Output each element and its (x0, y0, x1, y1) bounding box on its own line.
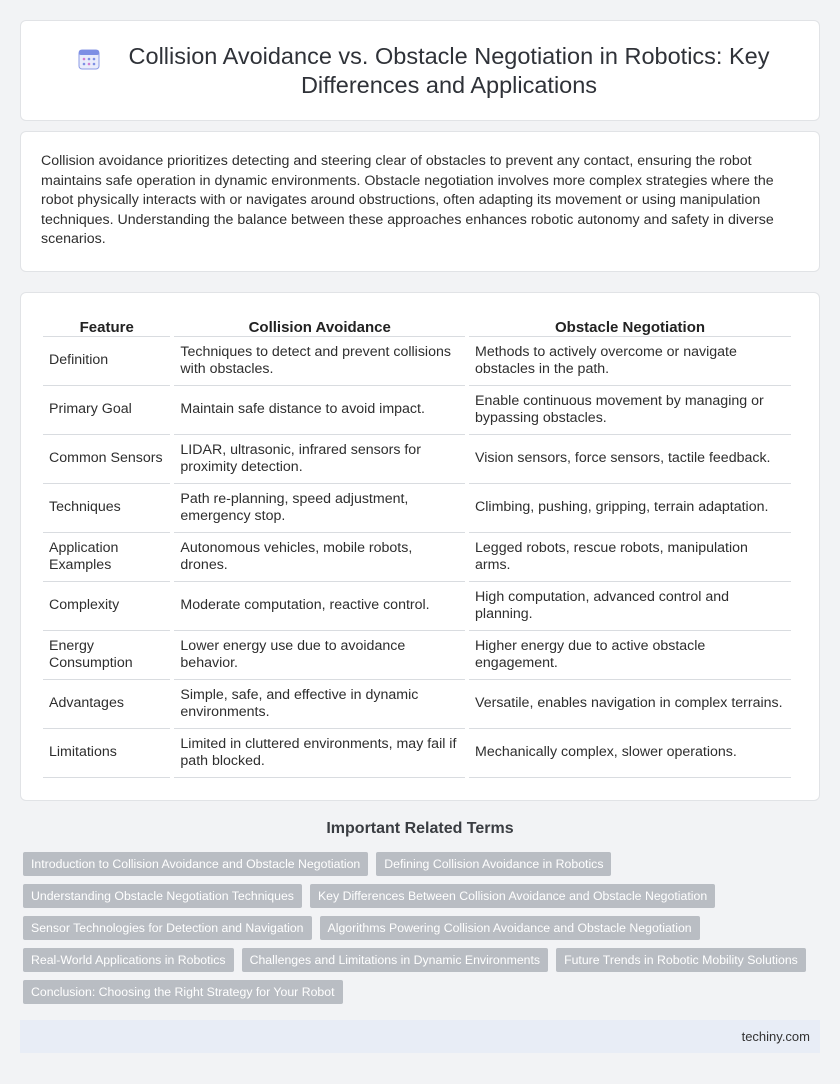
feature-cell: Techniques (43, 484, 170, 533)
column-header: Obstacle Negotiation (469, 315, 791, 337)
feature-cell: Application Examples (43, 533, 170, 582)
feature-cell: Definition (43, 337, 170, 386)
feature-cell: Advantages (43, 680, 170, 729)
related-term-tag[interactable]: Key Differences Between Collision Avoidance and Obstacle Negotiation (310, 884, 715, 908)
collision-avoidance-cell: Lower energy use due to avoidance behavior. (174, 631, 465, 680)
collision-avoidance-cell: LIDAR, ultrasonic, infrared sensors for proximity detection. (174, 435, 465, 484)
feature-cell: Energy Consumption (43, 631, 170, 680)
table-row (43, 631, 791, 680)
obstacle-negotiation-cell: Methods to actively overcome or navigate obstacles in the path. (469, 337, 791, 386)
obstacle-negotiation-cell: Legged robots, rescue robots, manipulation arms. (469, 533, 791, 582)
collision-avoidance-cell: Maintain safe distance to avoid impact. (174, 386, 465, 435)
comparison-table-card (20, 292, 820, 801)
table-header-row (43, 315, 791, 337)
obstacle-negotiation-cell: Mechanically complex, slower operations. (469, 729, 791, 778)
table-row (43, 337, 791, 386)
obstacle-negotiation-cell: Higher energy due to active obstacle engagement. (469, 631, 791, 680)
table-row (43, 729, 791, 778)
table-row (43, 484, 791, 533)
obstacle-negotiation-cell: Versatile, enables navigation in complex terrains. (469, 680, 791, 729)
tag-row (23, 980, 803, 1004)
footer (20, 1020, 820, 1053)
column-header: Feature (43, 315, 170, 337)
related-term-tag[interactable]: Real-World Applications in Robotics (23, 948, 234, 972)
related-terms-heading: Important Related Terms (326, 820, 514, 837)
related-term-tag[interactable]: Introduction to Collision Avoidance and Obstacle Negotiation (23, 852, 368, 876)
feature-cell: Common Sensors (43, 435, 170, 484)
table-row (43, 533, 791, 582)
intro-paragraph: Collision avoidance prioritizes detecting and steering clear of obstacles to prevent any contact, ensuring the robot maintains safe operation in dynamic environments. Obstacle negotiation involves more complex strategies where the robot physically interacts with or navigates around obstructions, often adapting its movement or using manipulation techniques. Understanding the balance between these approaches enhances robotic autonomy and safety in diverse scenarios. (41, 153, 774, 248)
collision-avoidance-cell: Techniques to detect and prevent collisions with obstacles. (174, 337, 465, 386)
column-header: Collision Avoidance (174, 315, 465, 337)
tag-row (23, 948, 803, 972)
feature-cell: Limitations (43, 729, 170, 778)
related-term-tag[interactable]: Future Trends in Robotic Mobility Solutions (556, 948, 806, 972)
table-row (43, 582, 791, 631)
collision-avoidance-cell: Autonomous vehicles, mobile robots, drones. (174, 533, 465, 582)
page-title: Collision Avoidance vs. Obstacle Negotiation in Robotics: Key Differences and Applications (128, 42, 770, 98)
collision-avoidance-cell: Path re-planning, speed adjustment, emergency stop. (174, 484, 465, 533)
related-term-tag[interactable]: Sensor Technologies for Detection and Navigation (23, 916, 312, 940)
tag-row (23, 916, 803, 940)
collision-avoidance-cell: Limited in cluttered environments, may fail if path blocked. (174, 729, 465, 778)
collision-avoidance-cell: Simple, safe, and effective in dynamic environments. (174, 680, 465, 729)
feature-cell: Complexity (43, 582, 170, 631)
obstacle-negotiation-cell: Vision sensors, force sensors, tactile feedback. (469, 435, 791, 484)
related-terms-tags (23, 852, 803, 1012)
related-term-tag[interactable]: Algorithms Powering Collision Avoidance and Obstacle Negotiation (320, 916, 700, 940)
header-card (20, 20, 820, 121)
comparison-table (39, 315, 795, 778)
tag-row (23, 852, 803, 876)
calendar-grid-icon (77, 47, 101, 71)
obstacle-negotiation-cell: High computation, advanced control and planning. (469, 582, 791, 631)
related-term-tag[interactable]: Understanding Obstacle Negotiation Techniques (23, 884, 302, 908)
site-name[interactable]: techiny.com (741, 1029, 810, 1044)
obstacle-negotiation-cell: Climbing, pushing, gripping, terrain adaptation. (469, 484, 791, 533)
obstacle-negotiation-cell: Enable continuous movement by managing or bypassing obstacles. (469, 386, 791, 435)
related-term-tag[interactable]: Defining Collision Avoidance in Robotics (376, 852, 611, 876)
collision-avoidance-cell: Moderate computation, reactive control. (174, 582, 465, 631)
table-row (43, 386, 791, 435)
related-term-tag[interactable]: Challenges and Limitations in Dynamic Environments (242, 948, 548, 972)
related-term-tag[interactable]: Conclusion: Choosing the Right Strategy for Your Robot (23, 980, 343, 1004)
tag-row (23, 884, 803, 908)
table-row (43, 435, 791, 484)
table-row (43, 680, 791, 729)
intro-card (20, 131, 820, 272)
feature-cell: Primary Goal (43, 386, 170, 435)
